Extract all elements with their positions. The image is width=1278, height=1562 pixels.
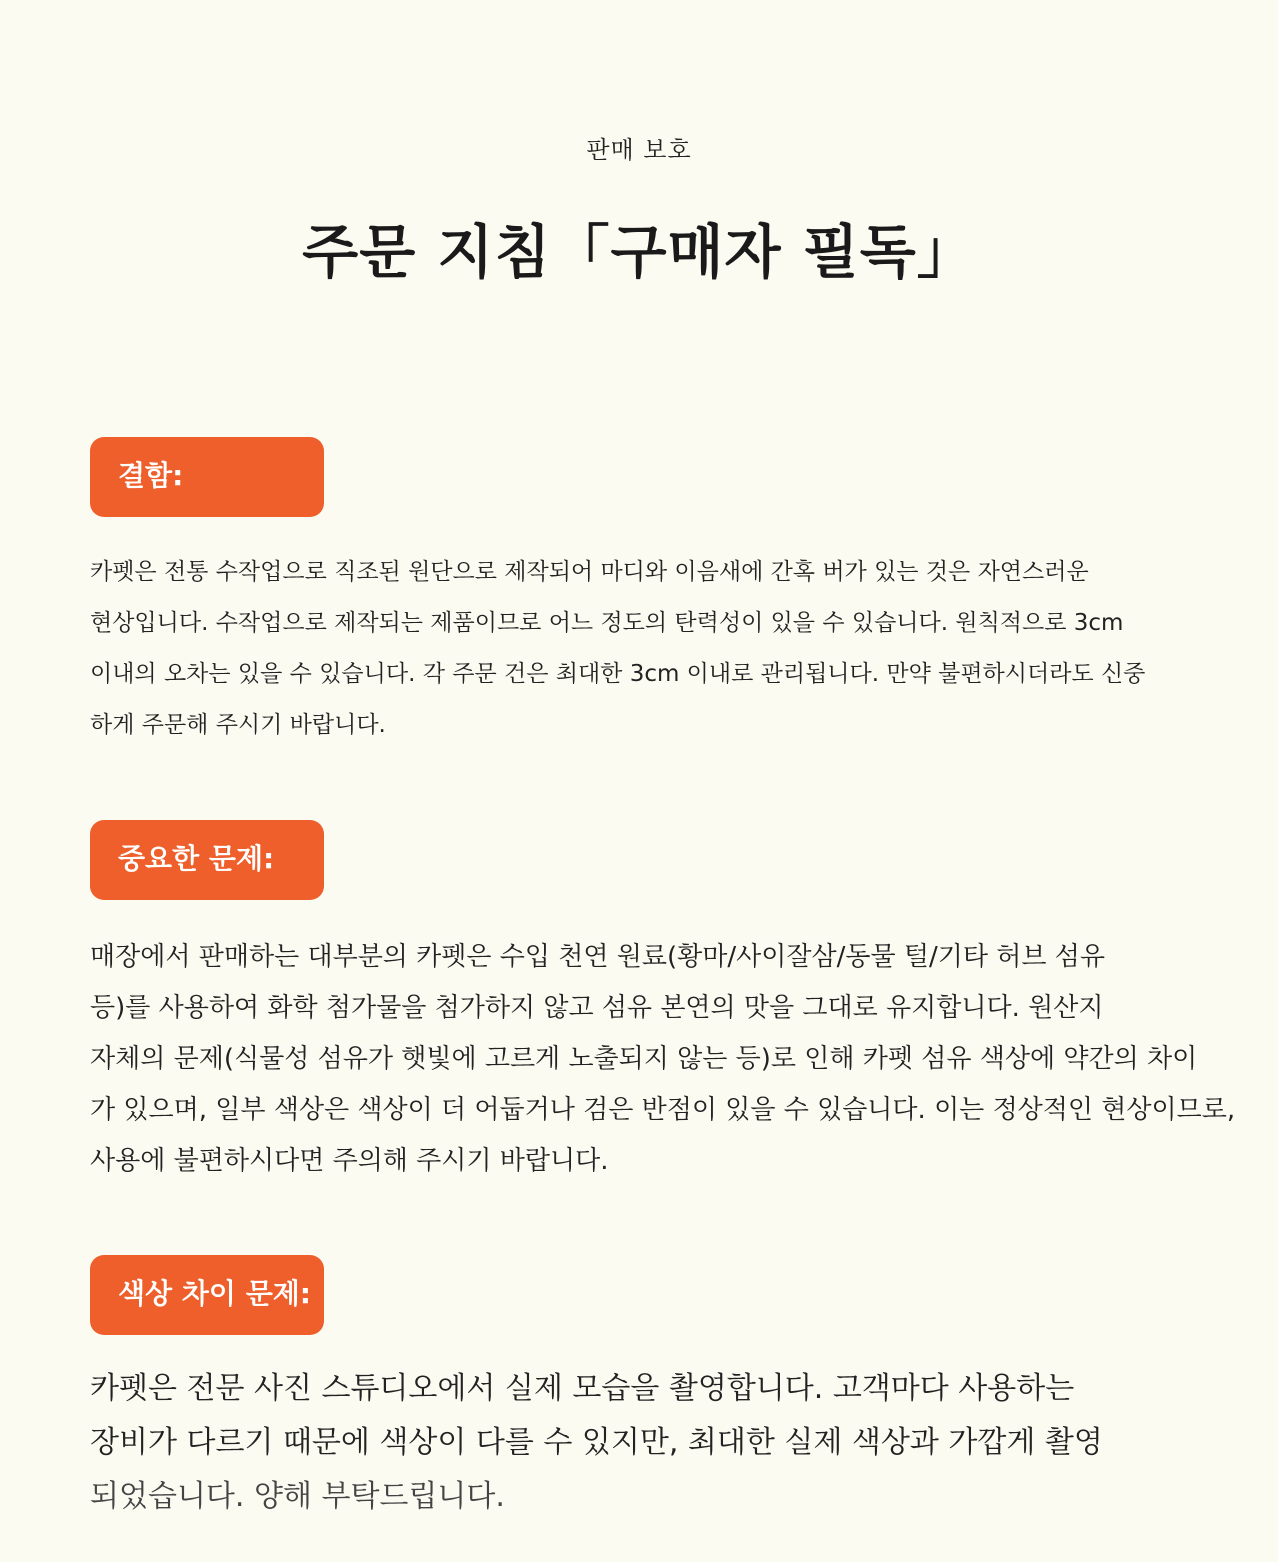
body-line: 현상입니다. 수작업으로 제작되는 제품이므로 어느 정도의 탄력성이 있을 수 있습니다. 원칙적으로 3cm xyxy=(90,610,1124,636)
body-line: 카펫은 전통 수작업으로 직조된 원단으로 제작되어 마디와 이음새에 간혹 버가 있는 것은 자연스러운 xyxy=(90,559,1089,585)
page-subtitle: 판매 보호 xyxy=(586,136,692,164)
section-badge-color-difference: 색상 차이 문제: xyxy=(90,1255,324,1335)
body-line: 자체의 문제(식물성 섬유가 햇빛에 고르게 노출되지 않는 등)로 인해 카펫 섬유 색상에 약간의 차이 xyxy=(90,1044,1198,1074)
body-line: 하게 주문해 주시기 바랍니다. xyxy=(90,712,386,738)
body-line: 이내의 오차는 있을 수 있습니다. 각 주문 건은 최대한 3cm 이내로 관리됩니다. 만약 불편하시더라도 신중 xyxy=(90,661,1146,687)
body-line: 장비가 다르기 때문에 색상이 다를 수 있지만, 최대한 실제 색상과 가깝게 촬영 xyxy=(90,1425,1103,1460)
body-line: 되었습니다. 양해 부탁드립니다. xyxy=(90,1479,505,1514)
section-body-color-difference xyxy=(90,1362,1190,1524)
section-body-important xyxy=(90,932,1236,1187)
section-badge-defects: 결함: xyxy=(90,437,324,517)
body-line: 가 있으며, 일부 색상은 색상이 더 어둡거나 검은 반점이 있을 수 있습니다. 이는 정상적인 현상이므로, xyxy=(90,1095,1236,1125)
section-badge-important: 중요한 문제: xyxy=(90,820,324,900)
section-body-defects xyxy=(90,547,1190,751)
body-line: 매장에서 판매하는 대부분의 카펫은 수입 천연 원료(황마/사이잘삼/동물 털/기타 허브 섬유 xyxy=(90,942,1105,972)
page-title: 주문 지침「구매자 필독」 xyxy=(302,218,976,286)
body-line: 사용에 불편하시다면 주의해 주시기 바랍니다. xyxy=(90,1146,609,1176)
body-line: 카펫은 전문 사진 스튜디오에서 실제 모습을 촬영합니다. 고객마다 사용하는 xyxy=(90,1371,1075,1406)
body-line: 등)를 사용하여 화학 첨가물을 첨가하지 않고 섬유 본연의 맛을 그대로 유지합니다. 원산지 xyxy=(90,993,1104,1023)
